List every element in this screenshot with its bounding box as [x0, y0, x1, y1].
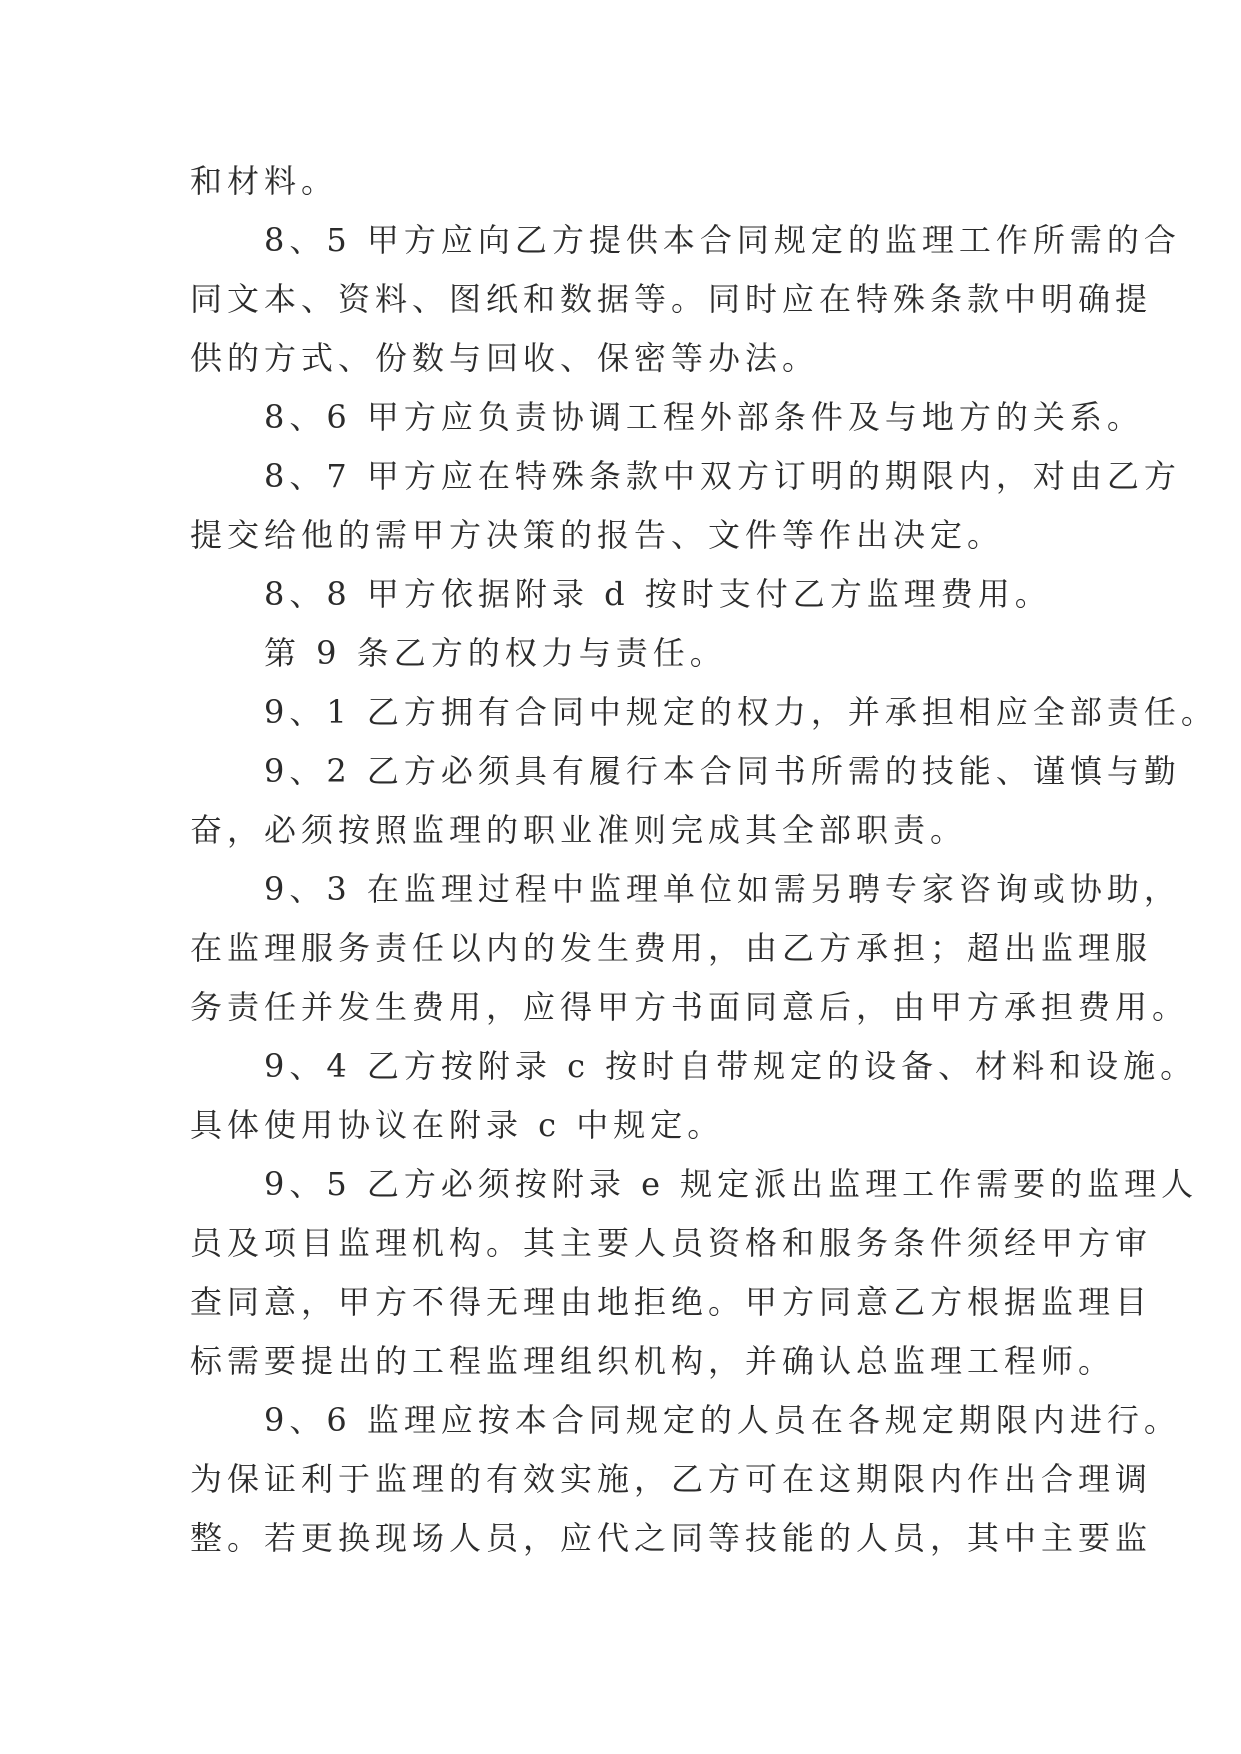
text-line: 和材料。 — [190, 162, 339, 200]
text-line: 整。若更换现场人员，应代之同等技能的人员，其中主要监 — [190, 1519, 1153, 1557]
text-line: 标需要提出的工程监理组织机构，并确认总监理工程师。 — [190, 1342, 1116, 1380]
text-line: 同文本、资料、图纸和数据等。同时应在特殊条款中明确提 — [190, 280, 1153, 318]
text-line: 提交给他的需甲方决策的报告、文件等作出决定。 — [190, 516, 1005, 554]
text-line: 务责任并发生费用，应得甲方书面同意后，由甲方承担费用。 — [190, 988, 1190, 1026]
text-line: 查同意，甲方不得无理由地拒绝。甲方同意乙方根据监理目 — [190, 1283, 1153, 1321]
text-line: 8、6 甲方应负责协调工程外部条件及与地方的关系。 — [190, 398, 1144, 436]
text-line: 9、4 乙方按附录 c 按时自带规定的设备、材料和设施。 — [190, 1047, 1198, 1085]
text-line: 8、8 甲方依据附录 d 按时支付乙方监理费用。 — [190, 575, 1052, 613]
text-line: 8、7 甲方应在特殊条款中双方订明的期限内，对由乙方 — [190, 457, 1181, 495]
text-line: 员及项目监理机构。其主要人员资格和服务条件须经甲方审 — [190, 1224, 1153, 1262]
text-line: 在监理服务责任以内的发生费用，由乙方承担；超出监理服 — [190, 929, 1153, 967]
text-line: 9、1 乙方拥有合同中规定的权力，并承担相应全部责任。 — [190, 693, 1218, 731]
text-line: 8、5 甲方应向乙方提供本合同规定的监理工作所需的合 — [190, 221, 1181, 259]
text-line: 9、6 监理应按本合同规定的人员在各规定期限内进行。 — [190, 1401, 1181, 1439]
text-line: 为保证利于监理的有效实施，乙方可在这期限内作出合理调 — [190, 1460, 1153, 1498]
text-line: 9、2 乙方必须具有履行本合同书所需的技能、谨慎与勤 — [190, 752, 1181, 790]
text-line: 第 9 条乙方的权力与责任。 — [190, 634, 727, 672]
text-line: 奋，必须按照监理的职业准则完成其全部职责。 — [190, 811, 968, 849]
text-line: 9、3 在监理过程中监理单位如需另聘专家咨询或协助， — [190, 870, 1181, 908]
text-line: 供的方式、份数与回收、保密等办法。 — [190, 339, 820, 377]
text-line: 具体使用协议在附录 c 中规定。 — [190, 1106, 725, 1144]
document-body — [190, 152, 1218, 1568]
text-line: 9、5 乙方必须按附录 e 规定派出监理工作需要的监理人 — [190, 1165, 1199, 1203]
